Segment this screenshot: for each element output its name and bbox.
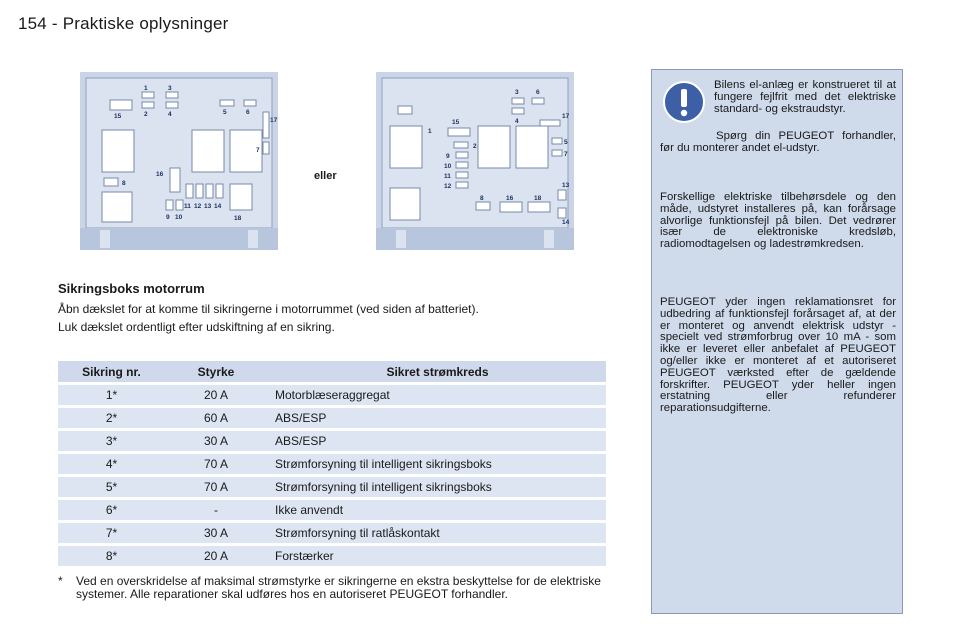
diagram-left-fuse-16 (170, 168, 180, 192)
diagram-right-label-14: 14 (562, 219, 570, 226)
table-row (58, 477, 606, 497)
diagram-left-fuse-4 (166, 102, 178, 108)
table-row (58, 385, 606, 405)
diagram-connector-text: eller (314, 170, 337, 182)
diagram-left-label-15: 15 (114, 113, 122, 120)
cell-circuit: Motorblæseraggregat (267, 385, 606, 405)
cell-fuse-number: 2* (58, 408, 165, 428)
sidebar-paragraph-4: PEUGEOT yder ingen reklamationsret for udbedring af funktionsfejl forårsaget af, at der er monteret og anvendt elektrisk udstyr - specielt ved strømforbrug over 10 mA - som ikke er leveret eller anbefalet af PEUGEOT og/eller ikke er monteret af et autoriseret PEUGEOT værksted efter de gældende forskrifter. PEUGEOT yder heller ingen erstatning eller refunderer reparationsudgifterne. (660, 296, 896, 415)
table-row (58, 408, 606, 428)
cell-rating: 70 A (165, 477, 267, 497)
diagram-right-label-1: 1 (428, 128, 432, 135)
diagram-left-label-12: 12 (194, 203, 202, 210)
diagram-left-fuse-12 (196, 184, 203, 198)
diagram-left-fuse-11 (186, 184, 193, 198)
diagram-left-fuse-17 (263, 112, 269, 138)
cell-fuse-number: 7* (58, 523, 165, 543)
diagram-right-label-15: 15 (452, 119, 460, 126)
diagram-left-label-16: 16 (156, 171, 164, 178)
diagram-right-label-6: 6 (536, 89, 540, 96)
cell-fuse-number: 1* (58, 385, 165, 405)
cell-circuit: Strømforsyning til intelligent sikringsboks (267, 454, 606, 474)
diagram-right-fuse-17 (540, 120, 560, 126)
diagram-right-fuse-5 (552, 138, 562, 144)
diagram-right-fuse-14 (558, 208, 566, 218)
diagram-left-fuse-8 (104, 178, 118, 186)
diagram-right-clip-a (396, 230, 406, 248)
diagram-left-fuse-2 (142, 102, 154, 108)
diagram-right-fuse-18 (528, 202, 550, 212)
diagram-left-clip-b (248, 230, 258, 248)
cell-rating: 30 A (165, 523, 267, 543)
diagram-right-label-3: 3 (515, 89, 519, 96)
cell-fuse-number: 3* (58, 431, 165, 451)
diagram-right-label-18: 18 (534, 195, 542, 202)
diagram-right-fuse-2 (454, 142, 468, 148)
diagram-right-label-8: 8 (480, 195, 484, 202)
diagram-right-label-5: 5 (564, 139, 568, 146)
diagram-right-fuse-11 (456, 172, 468, 178)
diagram-right-fuse-10 (456, 162, 468, 168)
diagram-left-label-17: 17 (270, 117, 278, 124)
diagram-right-fuse-12 (456, 182, 468, 188)
table-row (58, 546, 606, 566)
header-fuse-number: Sikring nr. (58, 361, 165, 382)
diagram-left-fuse-9 (166, 200, 173, 210)
diagram-right-fuse-8 (476, 202, 490, 210)
cell-fuse-number: 8* (58, 546, 165, 566)
diagram-left-label-2: 2 (144, 111, 148, 118)
diagram-left-label-4: 4 (168, 111, 172, 118)
diagram-left-label-8: 8 (122, 180, 126, 187)
diagram-right-fuse-1 (398, 106, 412, 114)
diagram-right-label-9: 9 (446, 153, 450, 160)
cell-rating: 70 A (165, 454, 267, 474)
diagram-right-label-13: 13 (562, 182, 570, 189)
cell-fuse-number: 4* (58, 454, 165, 474)
diagram-right-connector (390, 188, 420, 220)
cell-rating: 30 A (165, 431, 267, 451)
cell-circuit: ABS/ESP (267, 431, 606, 451)
diagram-left-fuse-7 (263, 142, 269, 154)
diagram-left-relay-b (192, 130, 224, 172)
diagram-right-fuse-7 (552, 150, 562, 156)
table-row (58, 431, 606, 451)
diagram-left-label-5: 5 (223, 109, 227, 116)
section-title: Sikringsboks motorrum (58, 281, 205, 296)
diagram-left-label-13: 13 (204, 203, 212, 210)
diagram-left-label-7: 7 (256, 147, 260, 154)
instruction-open-cover: Åbn dækslet for at komme til sikringerne i motorrummet (ved siden af batteriet). (58, 302, 479, 316)
diagram-right-fuse-3 (512, 98, 524, 104)
diagram-left-fuse-1 (142, 92, 154, 98)
sidebar-paragraph-2: Spørg din PEUGEOT forhandler, før du monterer andet el-udstyr. (660, 130, 896, 154)
sidebar-paragraph-1: Bilens el-anlæg er konstrueret til at fungere fejlfrit med det elektriske standard- og ekstraudstyr. (714, 79, 896, 115)
diagram-left-label-1: 1 (144, 85, 148, 92)
diagram-right-relay-b (478, 126, 510, 168)
diagram-left-relay-a (102, 130, 134, 172)
cell-circuit: Ikke anvendt (267, 500, 606, 520)
footnote-text: Ved en overskridelse af maksimal strømstyrke er sikringerne en ekstra beskyttelse for de elektriske systemer. Alle reparationer skal udføres hos en autoriseret PEUGEOT forhandler. (76, 574, 601, 601)
cell-circuit: Forstærker (267, 546, 606, 566)
diagram-left-label-9: 9 (166, 214, 170, 221)
footnote (58, 575, 608, 601)
diagram-right-label-12: 12 (444, 183, 452, 190)
diagram-right-label-11: 11 (444, 173, 451, 180)
fuse-table-header-row (58, 361, 606, 382)
diagram-right-relay-c (516, 126, 548, 168)
fuse-box-diagram-right-svg (376, 72, 574, 250)
diagram-left-label-6: 6 (246, 109, 250, 116)
page-title (18, 14, 229, 34)
diagram-left-label-10: 10 (175, 214, 183, 221)
cell-fuse-number: 6* (58, 500, 165, 520)
diagram-right-fuse-6 (532, 98, 544, 104)
diagram-left-fuse-5 (220, 100, 234, 106)
cell-rating: 20 A (165, 546, 267, 566)
instruction-close-cover: Luk dækslet ordentligt efter udskiftning af en sikring. (58, 320, 335, 334)
diagram-right-label-7: 7 (564, 151, 568, 158)
header-rating: Styrke (165, 361, 267, 382)
diagram-right-label-10: 10 (444, 163, 452, 170)
diagram-right-relay-a (390, 126, 422, 168)
title-separator: - (51, 14, 58, 33)
cell-circuit: Strømforsyning til intelligent sikringsboks (267, 477, 606, 497)
sidebar-paragraph-3: Forskellige elektriske tilbehørsdele og den måde, udstyret installeres på, kan forårsage alvorlige funktionsfejl på bilen. Det vedrører især de elektroniske kredsløb, radiomodtagelsen og ladestrømkredsen. (660, 191, 896, 251)
page-number: 154 (18, 14, 47, 33)
table-row (58, 523, 606, 543)
diagram-left-label-11: 11 (184, 203, 191, 210)
cell-rating: 60 A (165, 408, 267, 428)
warning-sidebar (651, 69, 903, 614)
diagram-right-fuse-15 (448, 128, 470, 136)
diagram-left-fuse-10 (176, 200, 183, 210)
diagram-left-label-14: 14 (214, 203, 222, 210)
diagram-right-fuse-16 (500, 202, 522, 212)
diagram-left-fuse-13 (206, 184, 213, 198)
table-row (58, 454, 606, 474)
diagram-left-fuse-14 (216, 184, 223, 198)
diagram-right-label-16: 16 (506, 195, 514, 202)
diagram-right-fuse-9 (456, 152, 468, 158)
diagram-right-fuse-4 (512, 108, 524, 114)
cell-circuit: Strømforsyning til ratlåskontakt (267, 523, 606, 543)
diagram-right-label-2: 2 (473, 143, 477, 150)
cell-rating: 20 A (165, 385, 267, 405)
table-row (58, 500, 606, 520)
diagram-left-connector (102, 192, 132, 222)
diagram-left-fuse-6 (244, 100, 256, 106)
fuse-table (58, 358, 606, 569)
fuse-box-diagram-right (376, 72, 574, 250)
fuse-box-diagram-left (80, 72, 278, 250)
exclamation-icon (662, 80, 706, 124)
diagram-right-label-17: 17 (562, 113, 570, 120)
diagram-right-clip-b (544, 230, 554, 248)
header-circuit: Sikret strømkreds (267, 361, 606, 382)
diagram-left-label-18: 18 (234, 215, 242, 222)
diagram-left-fuse-15 (110, 100, 132, 110)
fuse-box-diagram-left-svg (80, 72, 278, 250)
diagram-left-fuse-18 (230, 184, 252, 210)
cell-rating: - (165, 500, 267, 520)
diagram-right-label-4: 4 (515, 118, 519, 125)
diagram-left-clip-a (100, 230, 110, 248)
cell-fuse-number: 5* (58, 477, 165, 497)
footnote-marker: * (58, 574, 63, 588)
diagram-left-fuse-3 (166, 92, 178, 98)
diagram-right-fuse-13 (558, 190, 566, 200)
diagram-left-label-3: 3 (168, 85, 172, 92)
chapter-title: Praktiske oplysninger (62, 14, 229, 33)
cell-circuit: ABS/ESP (267, 408, 606, 428)
